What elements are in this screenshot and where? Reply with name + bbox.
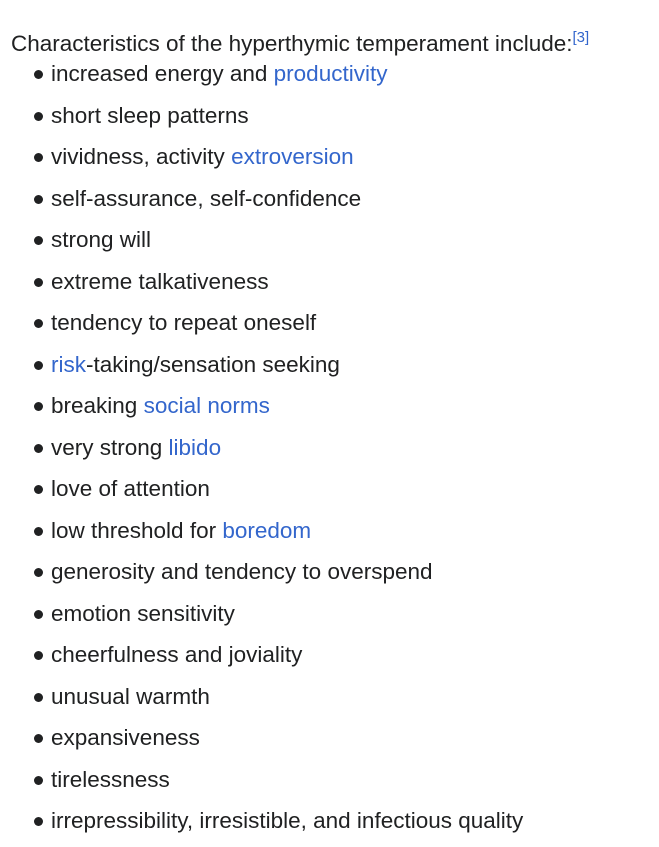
list-item-link[interactable]: productivity [273,61,388,86]
list-item [0,634,523,676]
list-item [0,53,523,95]
intro-text: Characteristics of the hyperthymic temperament include: [11,30,573,56]
list-item-link[interactable]: boredom [222,517,312,543]
list-item-text: emotion sensitivity [51,600,235,626]
list-item [0,800,523,842]
bullet-icon [34,776,43,785]
bullet-icon [34,112,43,121]
list-item [0,551,523,593]
list-item [0,759,523,801]
list-item-link[interactable]: risk [51,351,86,377]
list-item [0,136,523,178]
list-item-text: tendency to repeat oneself [51,310,317,335]
list-item [0,717,523,759]
list-item-text: expansiveness [51,725,200,750]
characteristics-list [0,53,523,842]
list-item [0,510,523,552]
list-item-text: low threshold for [51,517,223,543]
list-item-text: tirelessness [51,766,170,792]
bullet-icon [34,402,43,411]
list-item-text: vividness, activity [51,144,232,169]
list-item [0,178,523,220]
list-item [0,427,523,469]
list-item-link[interactable]: libido [168,434,222,460]
list-item-text: generosity and tendency to overspend [51,559,433,584]
citation-link[interactable]: [3] [572,28,590,46]
list-item-text: breaking [51,393,144,418]
bullet-icon [34,693,43,702]
list-item-text: increased energy and [51,61,274,86]
list-item [0,344,523,386]
list-item [0,385,523,427]
bullet-icon [34,734,43,743]
bullet-icon [34,70,43,79]
list-item [0,95,523,137]
bullet-icon [34,568,43,577]
list-item [0,261,523,303]
reference-superscript [573,29,590,46]
bullet-icon [34,817,43,826]
bullet-icon [34,319,43,328]
bullet-icon [34,610,43,619]
list-item-text: strong will [51,227,152,252]
list-item-text: extreme talkativeness [51,268,269,294]
list-item-link[interactable]: social norms [143,393,270,418]
list-item-text: very strong [51,434,169,460]
list-item-text: self-assurance, self-confidence [51,185,362,211]
list-item [0,676,523,718]
list-item-text: love of attention [51,476,210,501]
bullet-icon [34,651,43,660]
list-item-text: cheerfulness and joviality [51,642,303,667]
bullet-icon [34,361,43,370]
bullet-icon [34,278,43,287]
bullet-icon [34,153,43,162]
list-item-text: -taking/sensation seeking [86,351,340,377]
list-item-text: irrepressibility, irresistible, and infectious quality [51,808,524,833]
list-item [0,219,523,261]
list-item-text: unusual warmth [51,683,210,709]
bullet-icon [34,195,43,204]
list-item-link[interactable]: extroversion [231,144,354,169]
list-item-text: short sleep patterns [51,102,249,128]
list-item [0,302,523,344]
bullet-icon [34,444,43,453]
list-item [0,593,523,635]
bullet-icon [34,236,43,245]
bullet-icon [34,527,43,536]
bullet-icon [34,485,43,494]
list-item [0,468,523,510]
